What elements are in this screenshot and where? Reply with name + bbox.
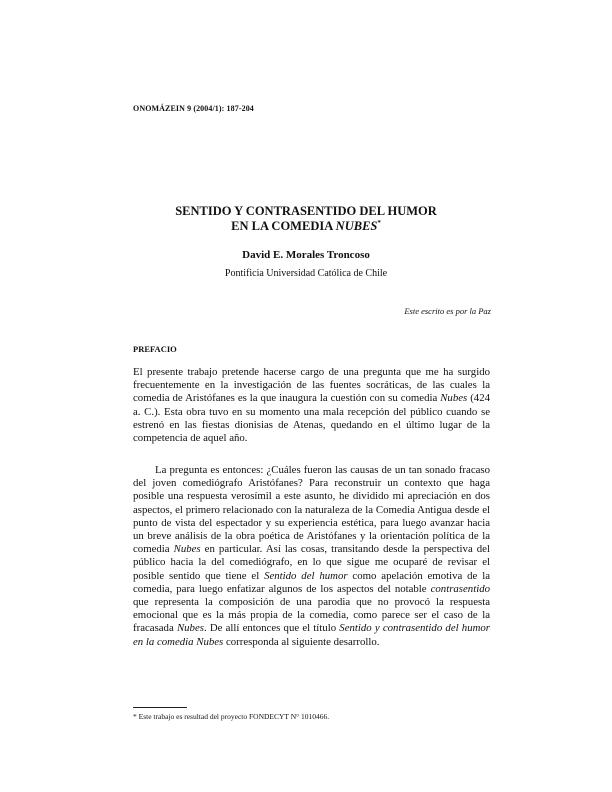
p2-italic-nubes: Nubes	[173, 543, 201, 556]
author-affiliation: Pontificia Universidad Católica de Chile	[224, 268, 388, 279]
footnote-divider	[133, 707, 187, 708]
footnote: * Este trabajo es resultad del proyecto FONDECYT N° 1010466.	[133, 712, 330, 721]
p2-text-k: corresponda al siguiente desarrollo.	[223, 635, 380, 648]
journal-header: ONOMÁZEIN 9 (2004/1): 187-204	[133, 104, 254, 113]
p2-text-a: La pregunta es entonces: ¿Cuáles fueron las causas de un tan sonado fracaso del joven comediógrafo Aristófanes? Para reconstruir un contexto que haga posible una respuesta verosímil a este asunto, he dividido mi apreciación en dos aspectos, el primero relacionado con la naturaleza de la Comedia Antigua desde el punto de vista del espectador y su experiencia estética, para luego avanzar hacia un breve análisis de la obra poética de Aristófanes y la orientación política de la comedia	[133, 464, 490, 556]
author-name: David E. Morales Troncoso	[242, 249, 370, 261]
paragraph-1	[133, 366, 490, 445]
p2-text-c: en particular. Así las cosas, transitando desde la perspectiva del público hacia la del comediógrafo, en lo que sigue me ocuparé de revisar el posible sentido que tiene el	[133, 543, 490, 582]
p2-italic-title: Sentido y contrasentido del humor en la comedia Nubes	[133, 622, 490, 648]
title-prefix: EN LA COMEDIA	[231, 219, 336, 234]
p1-text-a: El presente trabajo pretende hacerse cargo de una pregunta que me ha surgido frecuentemente en la investigación de las fuentes socráticas, de las cuales la comedia de Aristófanes es la que inaugura la cuestión con su comedia	[133, 366, 490, 405]
article-title-line-2	[0, 219, 612, 234]
article-title-line-1: SENTIDO Y CONTRASENTIDO DEL HUMOR	[175, 204, 437, 218]
p2-text-e: como apelación emotiva de la comedia, para luego enfatizar algunos de los aspectos del notable	[133, 569, 490, 595]
p2-italic-sentido: Sentido del humor	[264, 569, 348, 582]
p2-text-i: . De allí entonces que el título	[203, 622, 340, 635]
dedication: Este escrito es por la Paz	[404, 306, 491, 316]
p2-italic-nubes-2: Nubes	[176, 622, 204, 635]
p1-italic-nubes: Nubes	[440, 392, 468, 405]
p2-text-g: que representa la composición de una parodia que no provocó la respuesta emocional que es la más propia de la comedia, como parece ser el caso de la fracasada	[133, 596, 490, 635]
section-heading: PREFACIO	[133, 344, 177, 354]
p2-italic-contrasentido: contrasentido	[430, 582, 490, 595]
p1-text-c: (424 a. C.). Esta obra tuvo en su momento una mala recepción del público cuando se estrenó en las fiestas dionisias de Atenas, quedando en el último lugar de la competencia de aquel año.	[133, 392, 490, 445]
title-italic-word: NUBES	[335, 219, 378, 234]
paragraph-2	[133, 464, 490, 649]
title-footnote-mark: *	[377, 219, 381, 227]
